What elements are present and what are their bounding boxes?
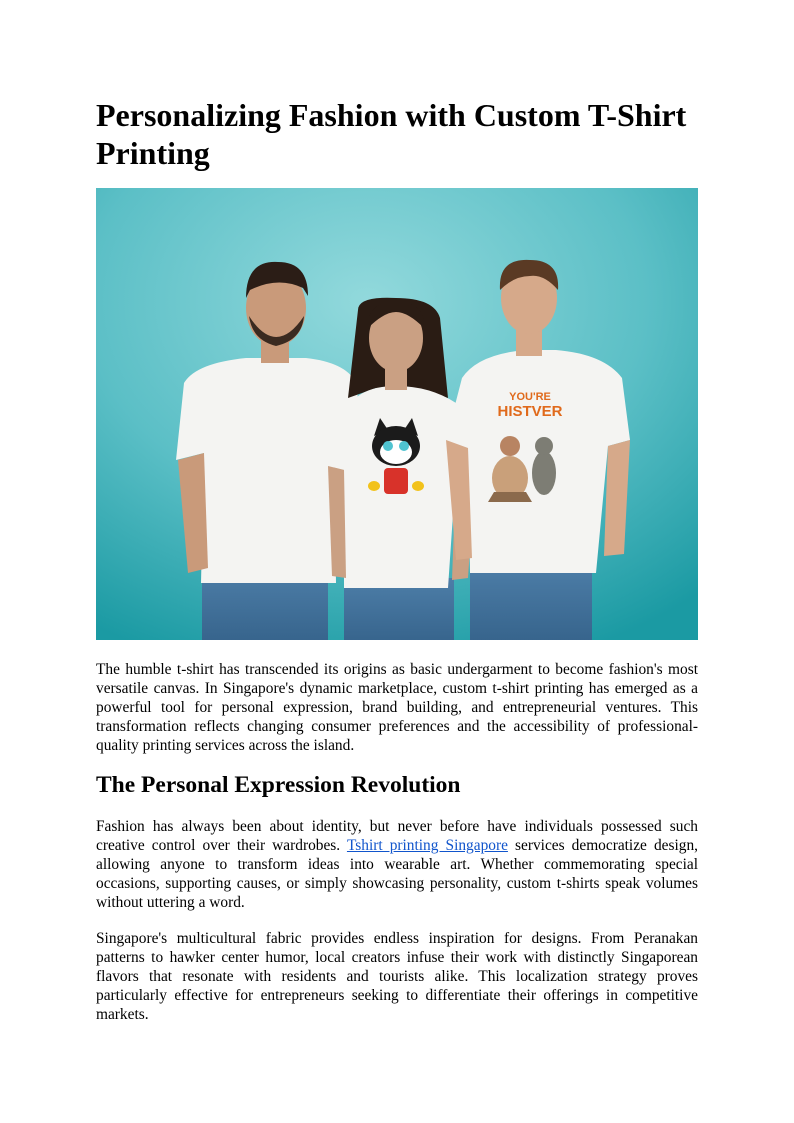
intro-paragraph-block (96, 660, 698, 755)
paragraph-3: Singapore's multicultural fabric provides endless inspiration for designs. From Peranakan patterns to hawker center humor, local creators infuse their work with distinctly Singaporean flavors that resonate with residents and tourists alike. This localization strategy proves particularly effective for entrepreneurs seeking to differentiate their offerings in competitive markets. (96, 930, 698, 1024)
paragraph-block-2 (96, 817, 698, 912)
tshirt-printing-singapore-link[interactable]: Tshirt printing Singapore (346, 837, 508, 855)
paragraph-2-text-after-link: services democratize design, allowing anyone to transform ideas into wearable art. Whether commemorating special occasions, supporting causes, or simply showcasing personality, custom t-shirts speak volumes without uttering a word. (96, 837, 698, 912)
paragraph-2 (96, 817, 698, 912)
hero-photo-illustration (96, 188, 698, 640)
print-text-bottom: HISTVER (497, 403, 563, 420)
paragraph-block-3 (96, 929, 698, 1024)
section-heading: The Personal Expression Revolution (96, 772, 461, 798)
cartoon-cat-print (368, 418, 424, 494)
title-block (96, 96, 698, 172)
print-text-top: YOU'RE (509, 391, 551, 403)
intro-paragraph: The humble t-shirt has transcended its origins as basic undergarment to become fashion's most versatile canvas. In Singapore's dynamic marketplace, custom t-shirt printing has emerged as a powerful tool for personal expression, brand building, and entrepreneurial ventures. This transformation reflects changing consumer preferences and the accessibility of professional-quality printing services across the island. (96, 661, 698, 755)
jeans (470, 563, 592, 640)
paragraph-2-text-before-link: Fashion has always been about identity, but never before have individuals possessed such creative control over their wardrobes. (96, 818, 698, 855)
hero-image (96, 188, 698, 640)
section-heading-block (96, 771, 698, 799)
page-title: Personalizing Fashion with Custom T-Shirt Printing (96, 97, 687, 171)
